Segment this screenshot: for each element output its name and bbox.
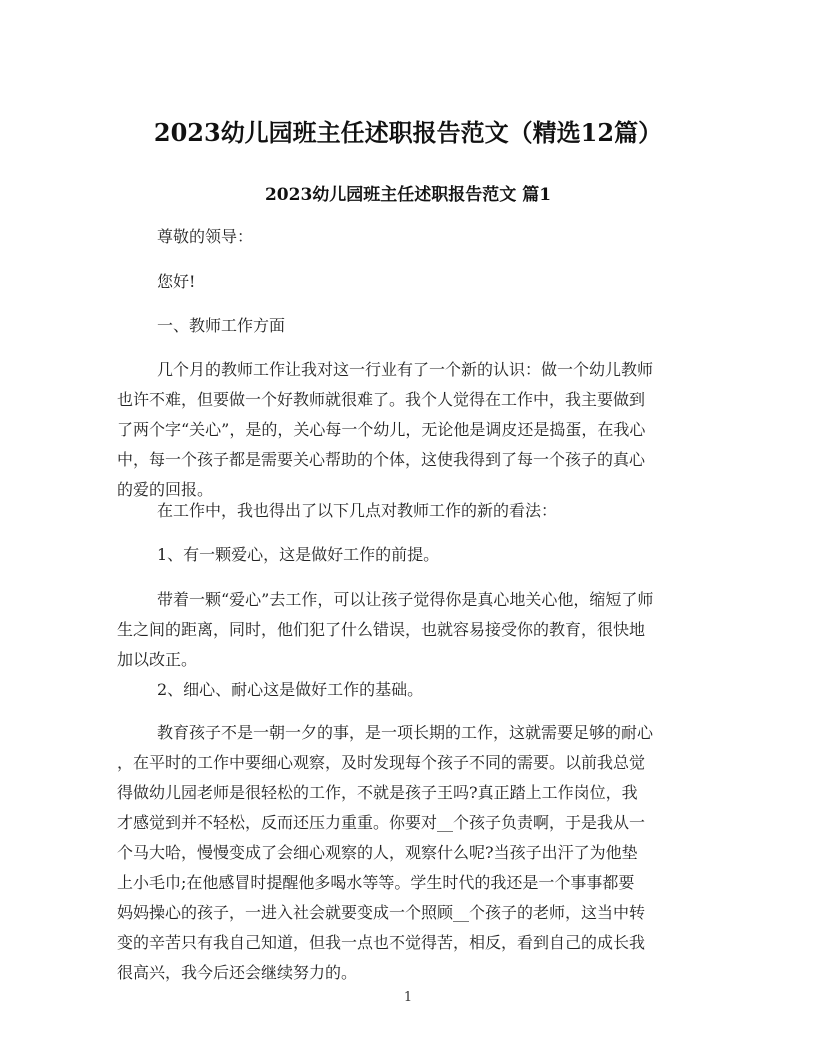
greeting-paragraph (117, 222, 717, 252)
heading-teacher-work: 一、教师工作方面 (157, 316, 286, 335)
paragraph-3 (117, 585, 717, 675)
document-title: 2023幼儿园班主任述职报告范文（精选12篇） (153, 118, 663, 147)
greeting: 尊敬的领导： (157, 227, 254, 246)
paragraph-line: 变的辛苦只有我自己知道，但我一点也不觉得苦，相反，看到自己的成长我 (117, 933, 646, 952)
paragraph-1 (117, 355, 717, 505)
hello-paragraph (117, 267, 717, 297)
paragraph-line: 中，每一个孩子都是需要关心帮助的个体，这使我得到了每一个孩子的真心 (117, 450, 646, 469)
paragraph-line: ，在平时的工作中要细心观察，及时发现每个孩子不同的需要。以前我总觉 (117, 753, 646, 772)
point-1: 1、有一颗爱心，这是做好工作的前提。 (157, 545, 440, 564)
point-1-paragraph (117, 540, 717, 570)
paragraph-line: 加以改正。 (117, 650, 198, 669)
paragraph-line: 也许不难，但要做一个好教师就很难了。我个人觉得在工作中，我主要做到 (117, 390, 646, 409)
paragraph-line: 了两个字“关心”，是的，关心每一个幼儿，无论他是调皮还是捣蛋，在我心 (117, 420, 646, 439)
section-title: 2023幼儿园班主任述职报告范文 篇1 (264, 185, 552, 205)
paragraph-line: 教育孩子不是一朝一夕的事，是一项长期的工作，这就需要足够的耐心 (157, 723, 654, 742)
paragraph-line: 个马大哈，慢慢变成了会细心观察的人，观察什么呢?当孩子出汗了为他垫 (117, 843, 638, 862)
paragraph-line: 的爱的回报。 (117, 480, 214, 499)
page-number: 1 (403, 990, 413, 1005)
heading-1-paragraph (117, 311, 717, 341)
paragraph-line: 得做幼儿园老师是很轻松的工作，不就是孩子王吗?真正踏上工作岗位，我 (117, 783, 638, 802)
point-2-paragraph (117, 675, 717, 705)
hello: 您好! (157, 272, 196, 291)
paragraph-line: 妈妈操心的孩子，一进入社会就要变成一个照顾__个孩子的老师，这当中转 (117, 903, 646, 922)
paragraph-line: 上小毛巾;在他感冒时提醒他多喝水等等。学生时代的我还是一个事事都要 (117, 873, 635, 892)
paragraph-line: 才感觉到并不轻松，反而还压力重重。你要对__个孩子负责啊，于是我从一 (117, 813, 646, 832)
paragraph-line: 生之间的距离，同时，他们犯了什么错误，也就容易接受你的教育，很快地 (117, 620, 646, 639)
paragraph-2 (117, 496, 717, 526)
paragraph-text: 在工作中，我也得出了以下几点对教师工作的新的看法： (157, 501, 558, 520)
paragraph-4 (117, 718, 717, 988)
paragraph-line: 带着一颗“爱心”去工作，可以让孩子觉得你是真心地关心他，缩短了师 (157, 590, 654, 609)
paragraph-line: 几个月的教师工作让我对这一行业有了一个新的认识：做一个幼儿教师 (157, 360, 654, 379)
point-2: 2、细心、耐心这是做好工作的基础。 (157, 680, 424, 699)
paragraph-line: 很高兴，我今后还会继续努力的。 (117, 963, 358, 982)
